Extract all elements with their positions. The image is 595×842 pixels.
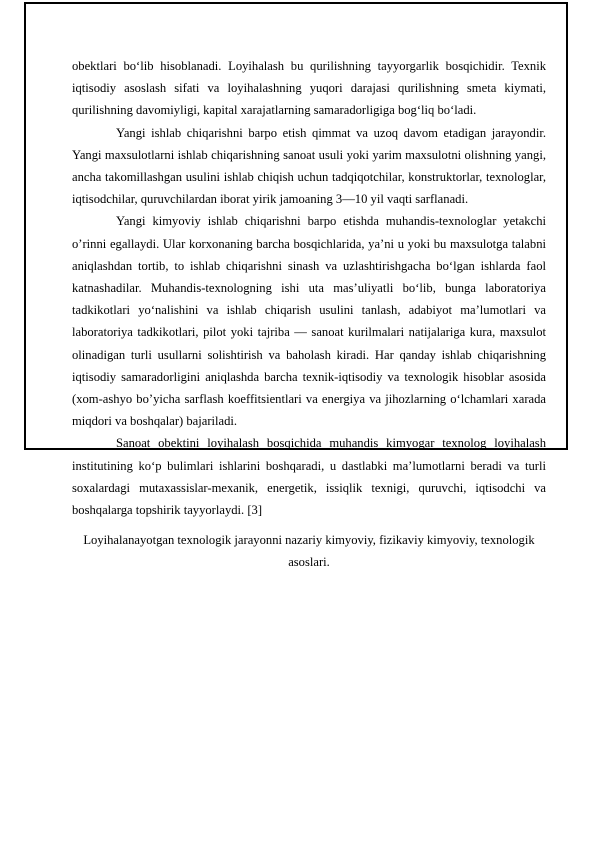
- paragraph-4: Sanoat obektini loyihalash bosqichida muhandis kimyogar texnolog loyihalash institutining ko‘p bulimlari ishlarini boshqaradi, u dastlabki ma’lumotlarni beradi va turli soxalardagi mutaxassislar-mexanik, energetik, issiqlik texnigi, quruvchi, iqtisodchi va boshqalarga topshirik tayyorlaydi. [3]: [72, 436, 546, 518]
- section-heading: Loyihalanayotgan texnologik jarayonni nazariy kimyoviy, fizikaviy kimyoviy, texnologik asoslari.: [83, 533, 535, 570]
- paragraph-2: Yangi ishlab chiqarishni barpo etish qimmat va uzoq davom etadigan jarayondir. Yangi maxsulotlarni ishlab chiqarishning sanoat usuli yoki yarim maxsulotni olishning yangi, ancha takomillashgan usulini ishlab chiqish uchun tadqiqotchilar, konstruktorlar, texnologlar, iqtisodchilar, quruvchilardan iborat yirik jamoaning 3—10 yil vaqti sarflanadi.: [72, 125, 546, 207]
- paragraph-1: obektlari bo‘lib hisoblanadi. Loyihalash bu qurilishning tayyorgarlik bosqichidir. Texnik iqtisodiy asoslash sifati va loyihalashning yuqori darajasi qurilishning smeta kiymati, qurilishning davomiyligi, kapital xarajatlarning samaradorligiga bog‘liq bo‘ladi.: [72, 59, 546, 118]
- paragraph-3: Yangi kimyoviy ishlab chiqarishni barpo etishda muhandis-texnologlar yetakchi o’rinni egallaydi. Ular korxonaning barcha bosqichlarida, ya’ni u yoki bu maxsulotga talabni aniqlashdan tortib, to ishlab chiqarishni sinash va uzlashtirishgacha bo‘lgan ishlarda faol katnashadilar. Muhandis-texnologning ishi uta mas’uliyatli bo‘lib, bunga laboratoriya tadkikotlari yo‘nalishini va ishlab chiqarish usulini tanlash, adabiyot ma’lumotlari va laboratoriya tadkikotlari, pilot yoki tajriba — sanoat kurilmalari natijalariga kura, maxsulot olinadigan turli usullarni solishtirish va baholash kiradi. Har qanday ishlab chiqarishning iqtisodiy samaradorligini aniqlashda barcha texnik-iqtisodiy va texnologik hisoblar asosida (xom-ashyo bo’yicha sarflash koeffitsientlari va energiya va jihozlarning o‘lchamlari xarada miqdori va boshqalar) bajariladi.: [72, 214, 546, 429]
- document-body: [72, 55, 546, 574]
